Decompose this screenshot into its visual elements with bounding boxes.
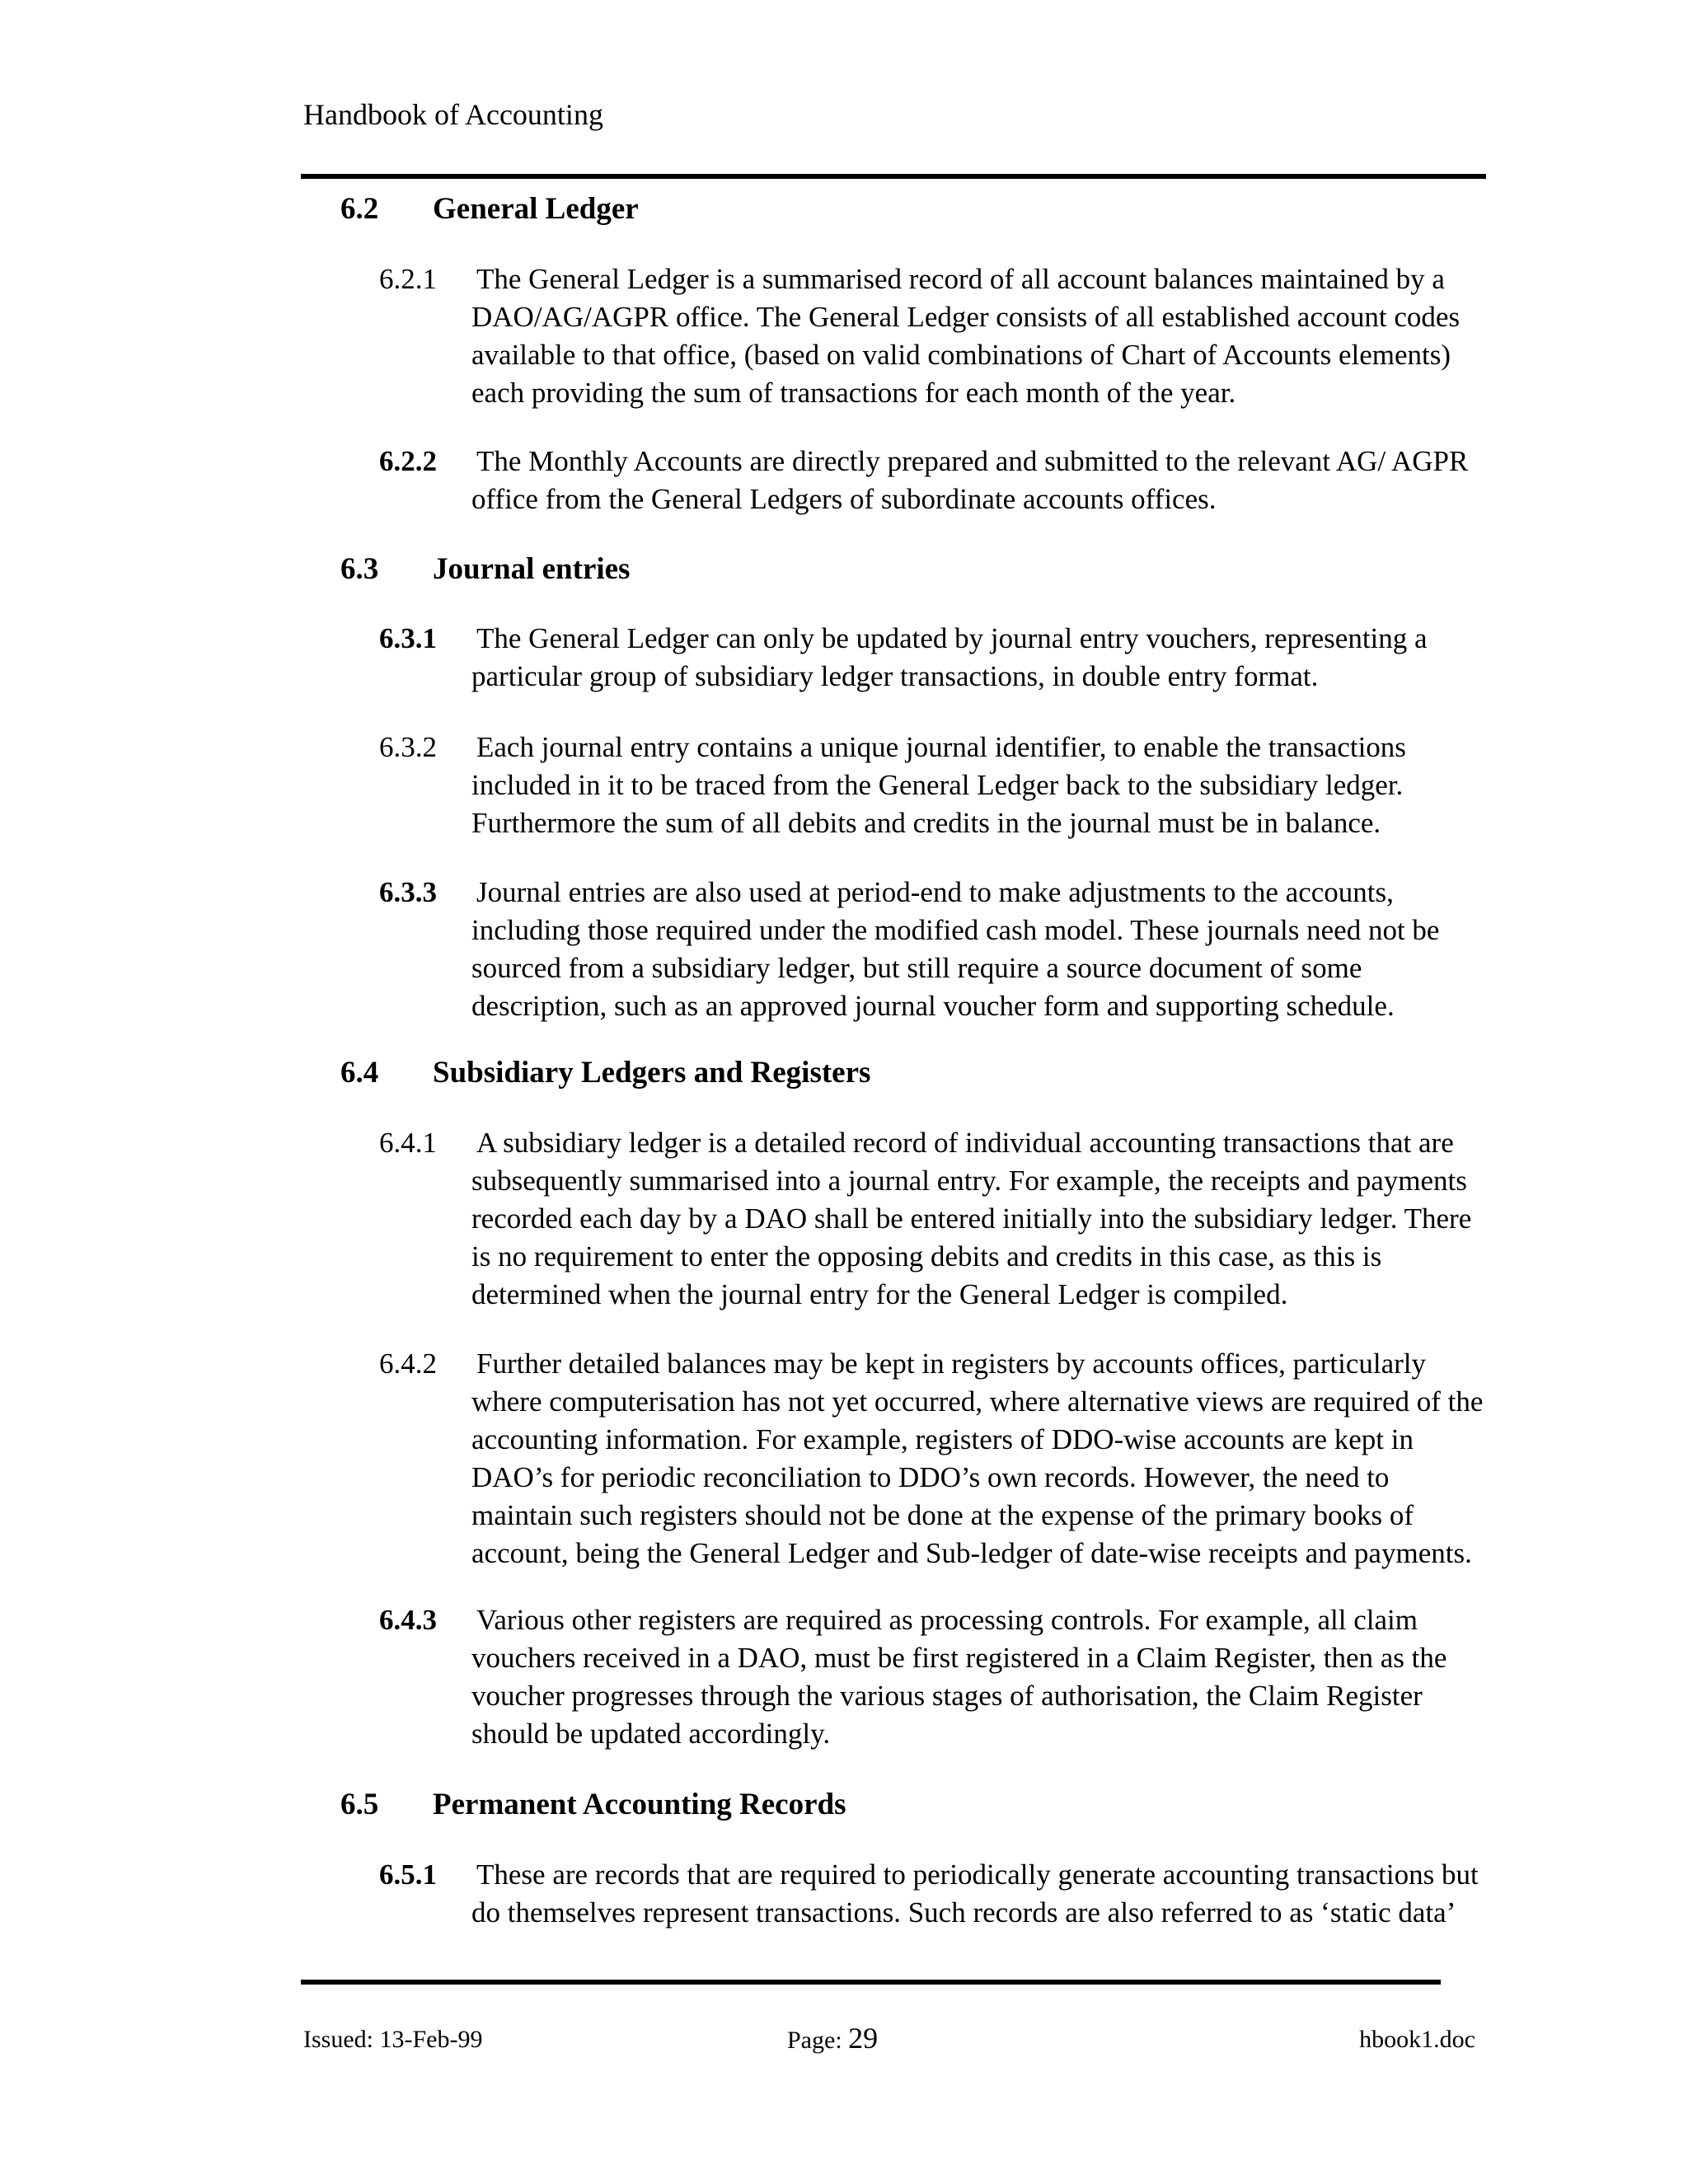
text-line: maintain such registers should not be done at the expense of the primary books of xyxy=(471,1499,1414,1531)
paragraph-number: 6.2.1 xyxy=(379,263,437,295)
text-line: sourced from a subsidiary ledger, but still require a source document of some xyxy=(471,952,1362,984)
paragraph xyxy=(379,443,1492,518)
text-line: where computerisation has not yet occurred, where alternative views are required of the xyxy=(471,1385,1484,1418)
paragraph xyxy=(379,874,1492,1025)
text-line: particular group of subsidiary ledger transactions, in double entry format. xyxy=(471,660,1319,692)
section-heading: 6.3 Journal entries xyxy=(340,552,631,586)
text-line: DAO’s for periodic reconciliation to DDO’s own records. However, the need to xyxy=(471,1461,1390,1493)
text-line: The General Ledger can only be updated by journal entry vouchers, representing a xyxy=(476,622,1428,654)
paragraph xyxy=(379,260,1492,412)
header-rule xyxy=(301,174,1486,179)
page-header: Handbook of Accounting xyxy=(303,98,603,131)
text-line: These are records that are required to periodically generate accounting transactions but xyxy=(476,1858,1479,1891)
footer-filename: hbook1.doc xyxy=(1359,2026,1475,2053)
paragraph-number: 6.4.2 xyxy=(379,1347,437,1380)
paragraph xyxy=(379,1601,1492,1753)
text-line: each providing the sum of transactions for each month of the year. xyxy=(471,377,1236,409)
paragraph-number: 6.3.1 xyxy=(379,622,437,654)
footer-issued-date: Issued: 13-Feb-99 xyxy=(303,2026,483,2053)
paragraph-number: 6.5.1 xyxy=(379,1858,437,1891)
text-line: determined when the journal entry for the General Ledger is compiled. xyxy=(471,1278,1288,1310)
text-line: available to that office, (based on valid combinations of Chart of Accounts elements) xyxy=(471,339,1451,371)
footer-page xyxy=(787,2021,878,2055)
text-line: Further detailed balances may be kept in registers by accounts offices, particularly xyxy=(476,1347,1426,1380)
text-line: A subsidiary ledger is a detailed record of individual accounting transactions that are xyxy=(476,1127,1454,1159)
text-line: is no requirement to enter the opposing debits and credits in this case, as this is xyxy=(471,1240,1382,1272)
paragraph xyxy=(379,620,1492,696)
section-heading: 6.2 General Ledger xyxy=(340,192,639,226)
text-line: account, being the General Ledger and Sub-ledger of date-wise receipts and payments. xyxy=(471,1537,1472,1569)
text-line: accounting information. For example, registers of DDO-wise accounts are kept in xyxy=(471,1423,1414,1455)
paragraph xyxy=(379,1856,1492,1932)
text-line: recorded each day by a DAO shall be entered initially into the subsidiary ledger. There xyxy=(471,1202,1472,1235)
paragraph-number: 6.3.2 xyxy=(379,731,437,763)
paragraph xyxy=(379,729,1492,842)
paragraph xyxy=(379,1124,1492,1314)
text-line: Furthermore the sum of all debits and credits in the journal must be in balance. xyxy=(471,807,1381,839)
section-heading: 6.5 Permanent Accounting Records xyxy=(340,1788,846,1821)
paragraph-number: 6.4.1 xyxy=(379,1127,437,1159)
text-line: vouchers received in a DAO, must be first registered in a Claim Register, then as the xyxy=(471,1642,1447,1674)
text-line: voucher progresses through the various stages of authorisation, the Claim Register xyxy=(471,1680,1423,1712)
paragraph-number: 6.3.3 xyxy=(379,876,437,908)
text-line: including those required under the modified cash model. These journals need not be xyxy=(471,914,1440,946)
paragraph-number: 6.4.3 xyxy=(379,1604,437,1636)
text-line: The General Ledger is a summarised record of all account balances maintained by a xyxy=(476,263,1445,295)
text-line: should be updated accordingly. xyxy=(471,1718,831,1750)
paragraph-number: 6.2.2 xyxy=(379,445,437,477)
section-heading: 6.4 Subsidiary Ledgers and Registers xyxy=(340,1056,871,1090)
page-number: 29 xyxy=(848,2022,879,2055)
text-line: description, such as an approved journal voucher form and supporting schedule. xyxy=(471,990,1395,1022)
text-line: Journal entries are also used at period-end to make adjustments to the accounts, xyxy=(476,876,1394,908)
text-line: The Monthly Accounts are directly prepared and submitted to the relevant AG/ AGPR xyxy=(476,445,1469,477)
text-line: Various other registers are required as processing controls. For example, all claim xyxy=(476,1604,1418,1636)
footer-rule xyxy=(301,1980,1441,1985)
page-label: Page: xyxy=(787,2027,849,2054)
text-line: do themselves represent transactions. Such records are also referred to as ‘static data’ xyxy=(471,1896,1456,1929)
text-line: office from the General Ledgers of subordinate accounts offices. xyxy=(471,483,1217,515)
text-line: subsequently summarised into a journal entry. For example, the receipts and payments xyxy=(471,1165,1467,1197)
text-line: Each journal entry contains a unique journal identifier, to enable the transactions xyxy=(476,731,1406,763)
text-line: included in it to be traced from the General Ledger back to the subsidiary ledger. xyxy=(471,769,1404,801)
paragraph xyxy=(379,1345,1492,1572)
text-line: DAO/AG/AGPR office. The General Ledger consists of all established account codes xyxy=(471,301,1461,333)
